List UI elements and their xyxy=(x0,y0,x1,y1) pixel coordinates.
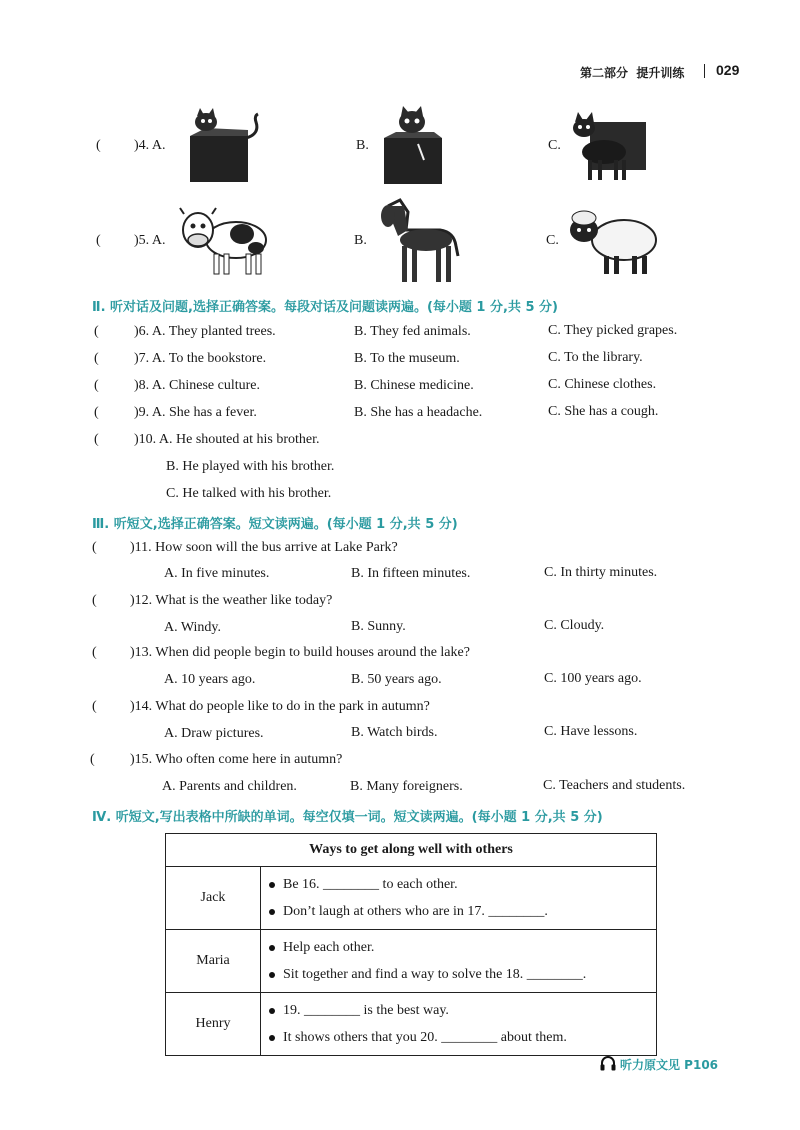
q13-paren: ( xyxy=(92,645,97,660)
q7-option-a: )7. A. To the bookstore. xyxy=(134,351,267,366)
section-4-title: Ⅳ. 听短文,写出表格中所缺的单词。每空仅填一词。短文读两遍。(每小题 1 分,共 5 分) xyxy=(92,810,603,825)
q14-option-a: A. Draw pictures. xyxy=(164,726,264,741)
q12-question: )12. What is the weather like today? xyxy=(130,593,333,608)
q15-option-c: C. Teachers and students. xyxy=(543,778,686,793)
row-content xyxy=(261,993,657,1056)
q6-option-a: )6. A. They planted trees. xyxy=(134,324,276,339)
bullet-icon xyxy=(269,909,275,915)
q5-b-label: B. xyxy=(354,233,367,248)
bullet-icon xyxy=(269,882,275,888)
q11-question: )11. How soon will the bus arrive at Lake Park? xyxy=(130,540,398,555)
bullet-line xyxy=(269,934,656,961)
q15-option-a: A. Parents and children. xyxy=(162,779,297,794)
q10-paren: ( xyxy=(94,432,99,447)
cat-beside-box-icon xyxy=(570,108,650,184)
q4-paren: ( xyxy=(96,138,101,153)
header-section xyxy=(580,64,684,81)
row-content xyxy=(261,867,657,930)
q5-num: 5 xyxy=(138,233,146,248)
table-row xyxy=(166,993,657,1056)
q10-option-b: B. He played with his brother. xyxy=(166,459,335,474)
q5-label: )5. A. xyxy=(134,233,166,248)
bullet-icon xyxy=(269,1035,275,1041)
q7-paren: ( xyxy=(94,351,99,366)
section-2-title: Ⅱ. 听对话及问题,选择正确答案。每段对话及问题读两遍。(每小题 1 分,共 5 分) xyxy=(92,300,558,315)
q9-option-b: B. She has a headache. xyxy=(354,405,483,420)
q6-option-b: B. They fed animals. xyxy=(354,324,471,339)
header-part-label: 提升训练 xyxy=(636,66,685,80)
q4-label: )4. A. xyxy=(134,138,166,153)
headphones-icon xyxy=(600,1056,616,1071)
q15-question: )15. Who often come here in autumn? xyxy=(130,752,343,767)
cat-in-box-icon xyxy=(378,104,448,186)
cat-on-box-icon xyxy=(186,108,266,184)
bullet-line xyxy=(269,871,656,898)
bullet-text: Don’t laugh at others who are in 17. ________. xyxy=(283,904,548,919)
header-divider xyxy=(704,64,705,78)
row-name: Henry xyxy=(166,993,261,1056)
bullet-text: Be 16. ________ to each other. xyxy=(283,877,458,892)
q12-option-c: C. Cloudy. xyxy=(544,618,605,633)
q12-paren: ( xyxy=(92,593,97,608)
q8-option-b: B. Chinese medicine. xyxy=(354,378,474,393)
header-section-label: 第二部分 xyxy=(580,66,629,80)
q14-option-b: B. Watch birds. xyxy=(351,725,438,740)
q12-option-b: B. Sunny. xyxy=(351,619,406,634)
row-name: Maria xyxy=(166,930,261,993)
q11-paren: ( xyxy=(92,540,97,555)
bullet-text: Sit together and find a way to solve the 18. ________. xyxy=(283,967,587,982)
bullet-icon xyxy=(269,972,275,978)
table-row xyxy=(166,867,657,930)
q8-option-a: )8. A. Chinese culture. xyxy=(134,378,260,393)
q11-option-c: C. In thirty minutes. xyxy=(544,565,658,580)
table-title: Ways to get along well with others xyxy=(166,834,657,867)
q7-option-c: C. To the library. xyxy=(548,350,643,365)
q13-option-a: A. 10 years ago. xyxy=(164,672,256,687)
transcript-reference: 听力原文见 P106 xyxy=(620,1058,719,1072)
q12-option-a: A. Windy. xyxy=(164,620,221,635)
bullet-line xyxy=(269,997,656,1024)
q14-question: )14. What do people like to do in the park in autumn? xyxy=(130,699,430,714)
q10-option-a: )10. A. He shouted at his brother. xyxy=(134,432,320,447)
q14-paren: ( xyxy=(92,699,97,714)
q7-option-b: B. To the museum. xyxy=(354,351,460,366)
bullet-line xyxy=(269,1024,656,1051)
q8-paren: ( xyxy=(94,378,99,393)
q6-paren: ( xyxy=(94,324,99,339)
q11-option-b: B. In fifteen minutes. xyxy=(351,566,471,581)
q10-option-c: C. He talked with his brother. xyxy=(166,486,332,501)
q11-option-a: A. In five minutes. xyxy=(164,566,270,581)
q14-option-c: C. Have lessons. xyxy=(544,724,638,739)
q9-paren: ( xyxy=(94,405,99,420)
cow-icon xyxy=(178,204,272,278)
section-3-title: Ⅲ. 听短文,选择正确答案。短文读两遍。(每小题 1 分,共 5 分) xyxy=(92,517,458,532)
q4-c-label: C. xyxy=(548,138,561,153)
q15-option-b: B. Many foreigners. xyxy=(350,779,463,794)
q9-option-a: )9. A. She has a fever. xyxy=(134,405,257,420)
q5-c-label: C. xyxy=(546,233,559,248)
row-content xyxy=(261,930,657,993)
table-row xyxy=(166,930,657,993)
table-header-row xyxy=(166,834,657,867)
q4-num: 4 xyxy=(138,138,146,153)
q8-option-c: C. Chinese clothes. xyxy=(548,377,657,392)
q13-option-c: C. 100 years ago. xyxy=(544,671,642,686)
ways-table xyxy=(165,833,657,1056)
q4-a-label: A. xyxy=(151,138,166,153)
sheep-icon xyxy=(566,206,662,278)
q4-b-label: B. xyxy=(356,138,369,153)
q13-option-b: B. 50 years ago. xyxy=(351,672,442,687)
bullet-text: It shows others that you 20. ________ about them. xyxy=(283,1030,567,1045)
bullet-line xyxy=(269,961,656,988)
bullet-line xyxy=(269,898,656,925)
q9-option-c: C. She has a cough. xyxy=(548,404,659,419)
q13-question: )13. When did people begin to build houses around the lake? xyxy=(130,645,470,660)
horse-icon xyxy=(374,196,464,288)
bullet-icon xyxy=(269,1008,275,1014)
q5-paren: ( xyxy=(96,233,101,248)
q5-a-label: A. xyxy=(151,233,166,248)
page-number: 029 xyxy=(716,62,740,78)
bullet-text: Help each other. xyxy=(283,940,375,955)
q6-option-c: C. They picked grapes. xyxy=(548,323,678,338)
q15-paren: ( xyxy=(90,752,95,767)
bullet-icon xyxy=(269,945,275,951)
row-name: Jack xyxy=(166,867,261,930)
bullet-text: 19. ________ is the best way. xyxy=(283,1003,449,1018)
